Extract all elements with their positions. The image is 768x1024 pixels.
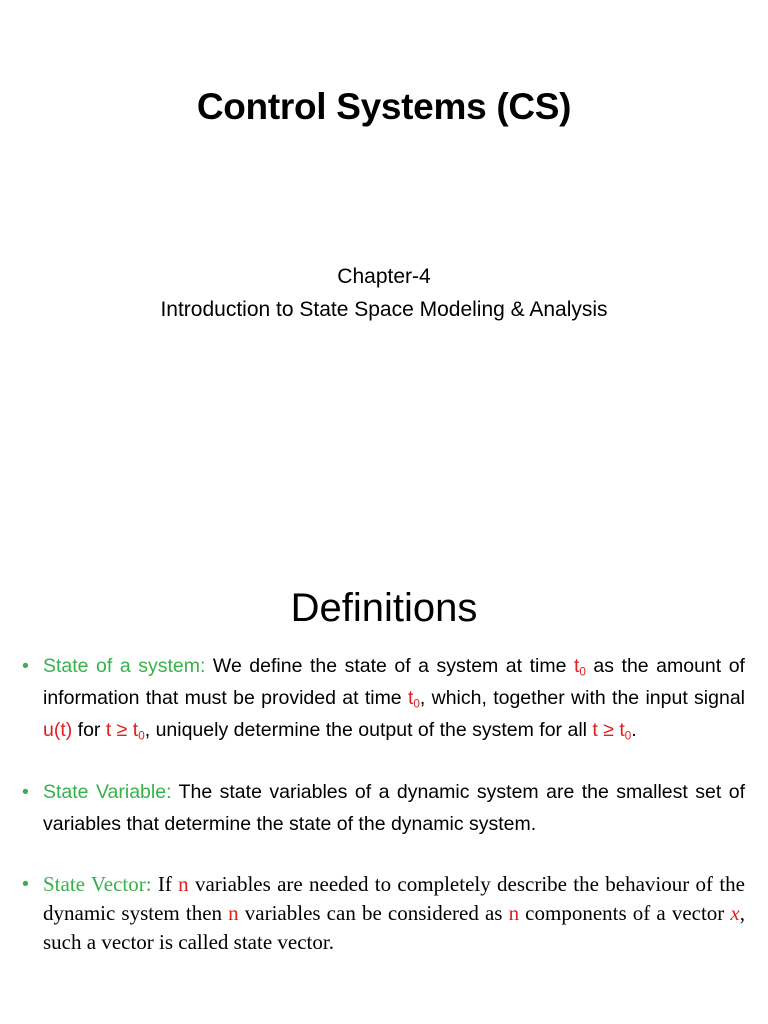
slide-subtitle-block [0,260,768,326]
list-item-state-vector [22,870,745,957]
symbol-u-t: u(t) [43,719,73,741]
bullet-icon: • [22,655,29,677]
symbol-n: n [508,901,520,925]
chapter-title: Introduction to State Space Modeling & Analysis [160,298,608,321]
slide-title: Definitions [290,586,478,630]
symbol-t-ge-t0: $t \ge t_0$ [105,719,145,743]
symbol-x: x [730,901,740,925]
definition-text: , such a vector is called state vector. [43,901,745,954]
definition-text: variables can be considered as [238,901,509,925]
chapter-label: Chapter-4 [337,265,431,288]
symbol-t0: $t_0$ [573,655,586,679]
bullet-icon: • [22,781,29,803]
symbol-t0: $t_0$ [407,687,420,711]
definition-term: State of a system: [43,655,206,677]
definitions-list [22,650,745,957]
definition-term: State Vector: [43,872,152,896]
list-item-state-of-system [22,650,745,746]
definition-term: State Variable: [43,781,172,803]
definitions-slide [0,570,768,1024]
symbol-n: n [178,872,189,896]
definition-text: If [151,872,179,896]
symbol-t-ge-t0: $t \ge t_0$ [592,719,632,743]
definition-text: for [72,719,106,741]
slide-title: Control Systems (CS) [196,86,572,127]
symbol-n: n [228,901,239,925]
definition-text: We define the state of a system at time [205,655,574,677]
list-item-state-variable [22,776,745,840]
definition-text: , which, together with the input signal [419,687,745,709]
definition-text: , uniquely determine the output of the system for all [144,719,593,741]
definition-text: . [631,719,637,741]
definition-text: The state variables of a dynamic system are the smallest set of variables that determine the state of the dynamic system. [43,781,745,835]
definition-text: components of a vector [519,901,731,925]
bullet-icon: • [22,873,29,895]
definition-text: as the amount of information that must be provided at time [43,655,745,709]
definition-text: variables are needed to completely describe the behaviour of the dynamic system then [43,872,745,925]
